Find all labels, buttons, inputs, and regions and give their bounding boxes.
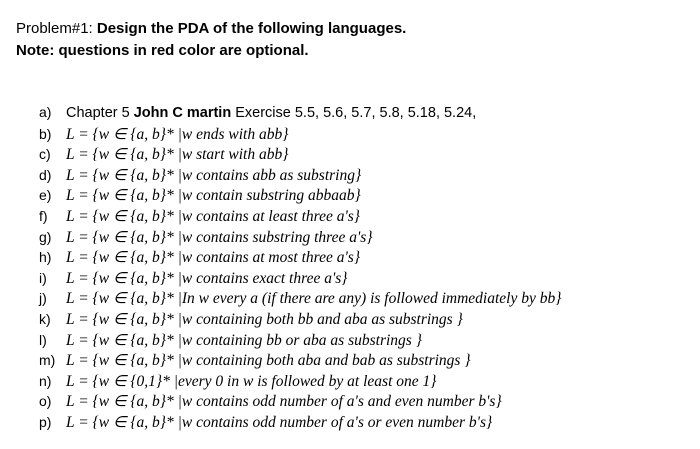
list-item [39, 413, 561, 434]
item-label: i) [39, 269, 47, 286]
item-text: L = {w ∈ {a, b}* |w containing both aba and bab as substrings } [66, 352, 471, 370]
list-item [39, 392, 561, 413]
item-label: k) [39, 310, 51, 327]
item-text-post: Exercise 5.5, 5.6, 5.7, 5.8, 5.18, 5.24, [231, 105, 477, 121]
item-label: c) [39, 146, 51, 163]
item-text: L = {w ∈ {a, b}* |w contains odd number of a's or even number b's} [66, 413, 493, 431]
item-text: L = {w ∈ {a, b}* |w containing both bb and aba as substrings } [66, 310, 463, 328]
item-label: h) [39, 249, 52, 266]
item-text: L = {w ∈ {a, b}* |w contains exact three a's} [66, 269, 348, 287]
list-item [39, 310, 561, 331]
item-text: L = {w ∈ {a, b}* |w contains abb as substring} [66, 166, 362, 184]
list-item [39, 186, 561, 207]
list-item [39, 104, 561, 125]
list-item [39, 289, 561, 310]
item-text-author: John C martin [133, 105, 232, 121]
item-label: d) [39, 166, 52, 183]
item-label: n) [39, 372, 52, 389]
list-item [39, 228, 561, 249]
item-label: j) [39, 290, 47, 307]
item-text: L = {w ∈ {a, b}* |w contains substring three a's} [66, 228, 373, 246]
list-item [39, 248, 561, 269]
list-item [39, 331, 561, 352]
item-label: b) [39, 125, 52, 142]
optional-note: Note: questions in red color are optional. [16, 42, 309, 59]
item-label: m) [39, 352, 56, 369]
list-item [39, 125, 561, 146]
item-label: p) [39, 413, 52, 430]
list-item [39, 351, 561, 372]
language-list [39, 104, 561, 434]
item-label: e) [39, 187, 52, 204]
list-item [39, 166, 561, 187]
list-item [39, 145, 561, 166]
problem-header [16, 18, 406, 62]
item-label: l) [39, 331, 47, 348]
item-text-pre: Chapter 5 [66, 105, 134, 121]
item-text: L = {w ∈ {a, b}* |In w every a (if there are any) is followed immediately by bb} [66, 290, 562, 308]
problem-title: Design the PDA of the following languages. [96, 20, 407, 37]
problem-prefix: Problem#1: [16, 20, 97, 37]
item-label: g) [39, 228, 52, 245]
item-text [66, 105, 476, 121]
list-item [39, 207, 561, 228]
list-item [39, 372, 561, 393]
item-text: L = {w ∈ {a, b}* |w contain substring abbaab} [66, 187, 361, 205]
item-text: L = {w ∈ {a, b}* |w contains at least three a's} [66, 207, 361, 225]
item-label: f) [39, 207, 48, 224]
list-item [39, 269, 561, 290]
item-text: L = {w ∈ {a, b}* |w start with abb} [66, 146, 289, 164]
item-text: L = {w ∈ {a, b}* |w contains at most three a's} [66, 249, 361, 267]
item-label: a) [39, 104, 52, 120]
item-text: L = {w ∈ {a, b}* |w containing bb or aba as substrings } [66, 331, 422, 349]
item-text: L = {w ∈ {a, b}* |w ends with abb} [66, 125, 289, 143]
item-label: o) [39, 393, 52, 410]
item-text: L = {w ∈ {0,1}* |every 0 in w is followed by at least one 1} [66, 372, 437, 390]
item-text: L = {w ∈ {a, b}* |w contains odd number of a's and even number b's} [66, 393, 502, 411]
